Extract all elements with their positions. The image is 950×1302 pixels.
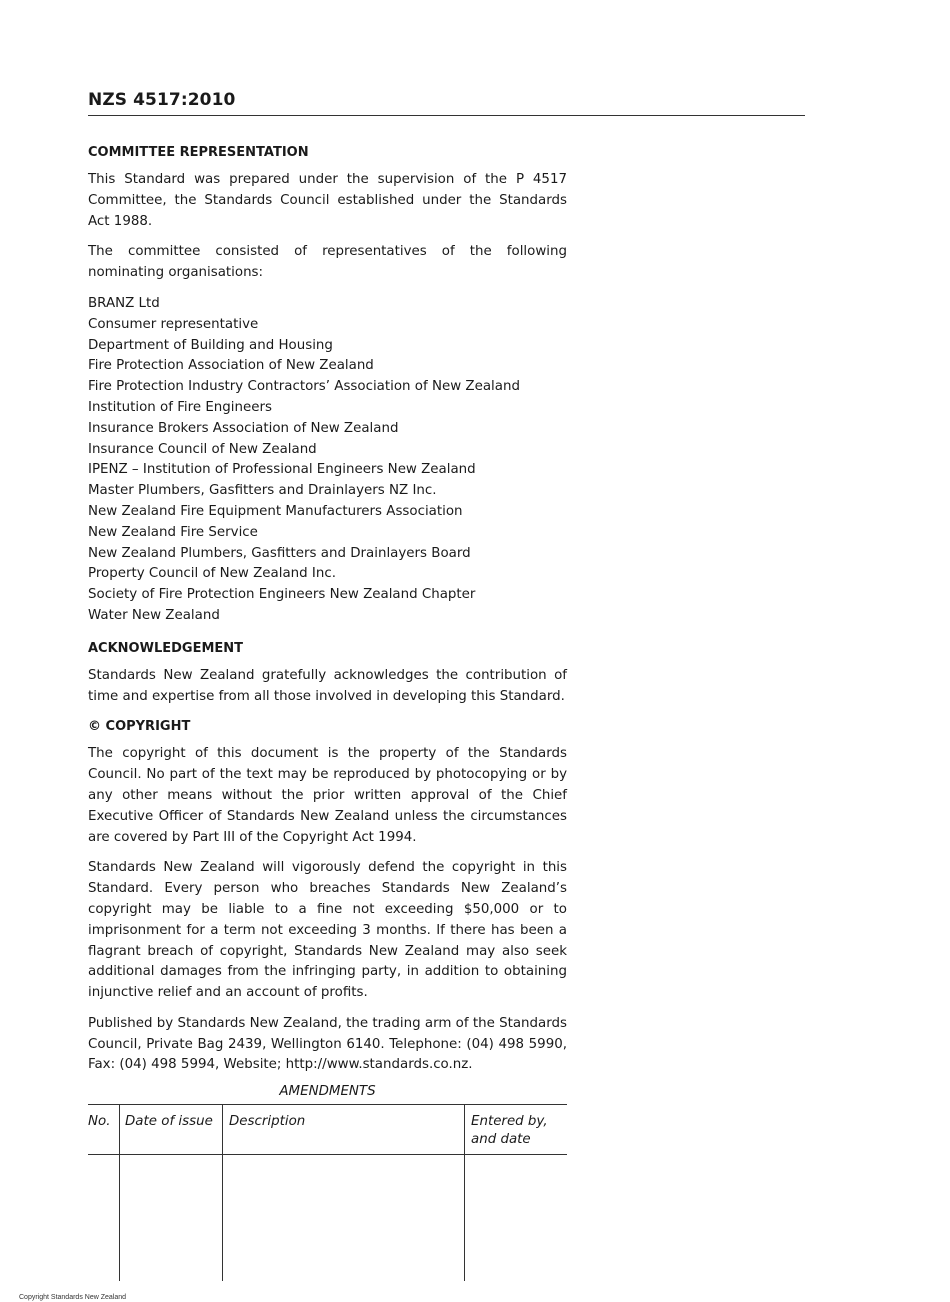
list-item: Fire Protection Industry Contractors’ Association of New Zealand (88, 379, 520, 395)
list-item: Society of Fire Protection Engineers New Zealand Chapter (88, 587, 476, 603)
acknowledgement-heading: ACKNOWLEDGEMENT (88, 640, 244, 656)
column-header-entered (471, 1113, 548, 1149)
list-item: New Zealand Plumbers, Gasfitters and Drainlayers Board (88, 545, 471, 561)
amendments-table-block (88, 1082, 567, 1283)
column-header-entered-line-1: Entered by, (471, 1114, 548, 1129)
column-header-description: Description (229, 1114, 306, 1129)
committee-para-1: This Standard was prepared under the supervision of the P 4517 Committee, the Standards Council established under the Standards Act 1988. (88, 172, 567, 229)
list-item: IPENZ – Institution of Professional Engineers New Zealand (88, 462, 476, 478)
committee-para-2: The committee consisted of representatives of the following nominating organisations: (88, 244, 567, 281)
list-item: Insurance Brokers Association of New Zealand (88, 420, 399, 436)
copyright-heading: © COPYRIGHT (88, 719, 191, 735)
footer-copyright: Copyright Standards New Zealand (19, 1294, 127, 1301)
copyright-para-2: Standards New Zealand will vigorously defend the copyright in this Standard. Every person who breaches Standards New Zealand’s copyright may be liable to a fine not exceeding $50,000 or to imprisonment for a term not exceeding 3 months. If there has been a flagrant breach of copyright, Standards New Zealand may also seek additional damages from the infringing party, in addition to obtaining injunctive relief and an account of profits. (88, 860, 567, 1001)
list-item: Institution of Fire Engineers (88, 399, 272, 415)
header-row-rule (88, 1154, 567, 1155)
acknowledgement-para: Standards New Zealand gratefully acknowledges the contribution of time and expertise from all those involved in developing this Standard. (88, 667, 567, 704)
list-item: Master Plumbers, Gasfitters and Drainlayers NZ Inc. (88, 483, 437, 499)
list-item: Insurance Council of New Zealand (88, 441, 317, 457)
copyright-para-3: Published by Standards New Zealand, the trading arm of the Standards Council, Private Bag 2439, Wellington 6140. Telephone: (04) 498 5990, Fax: (04) 498 5994, Website; http://www.standards.co.nz. (88, 1015, 567, 1073)
list-item: Consumer representative (88, 316, 259, 332)
header-rule (88, 115, 805, 116)
list-item: Water New Zealand (88, 607, 220, 623)
copyright-para-1: The copyright of this document is the property of the Standards Council. No part of the text may be reproduced by photocopying or by any other means without the prior written approval of the Chief Executive Officer of Standards New Zealand unless the circumstances are covered by Part III of the Copyright Act 1994. (88, 746, 567, 845)
column-divider (222, 1105, 223, 1281)
list-item: Property Council of New Zealand Inc. (88, 566, 336, 582)
main-content (88, 143, 567, 1086)
organisation-list (88, 294, 567, 627)
amendments-caption: AMENDMENTS (279, 1084, 376, 1099)
list-item: New Zealand Fire Service (88, 524, 258, 540)
list-item: New Zealand Fire Equipment Manufacturers Association (88, 503, 463, 519)
column-header-date: Date of issue (125, 1114, 213, 1129)
list-item: Fire Protection Association of New Zealand (88, 358, 374, 374)
column-divider (464, 1105, 465, 1281)
column-header-entered-line-2: and date (471, 1132, 531, 1147)
committee-heading: COMMITTEE REPRESENTATION (88, 145, 309, 160)
amendments-table (88, 1104, 567, 1283)
standard-number: NZS 4517:2010 (88, 90, 236, 110)
column-header-no: No. (88, 1114, 111, 1129)
list-item: BRANZ Ltd (88, 295, 160, 311)
column-divider (119, 1105, 120, 1281)
list-item: Department of Building and Housing (88, 337, 333, 353)
